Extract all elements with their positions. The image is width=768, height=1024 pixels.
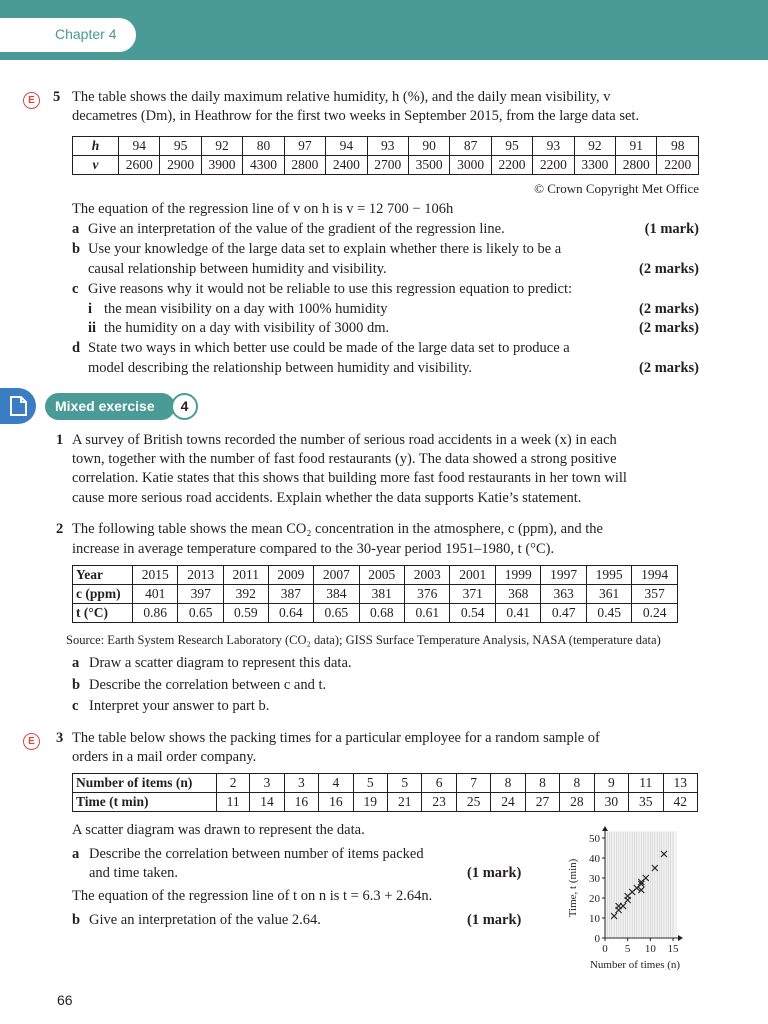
table-cell: 35 — [629, 793, 663, 812]
table-cell: 19 — [353, 793, 387, 812]
x-axis-label: Number of times (n) — [589, 959, 681, 971]
table-cell: 11 — [629, 774, 663, 793]
mark-allocation: (1 mark) — [467, 865, 522, 881]
question-number: 2 — [56, 521, 64, 537]
humidity-visibility-table — [72, 136, 699, 175]
table-cell: 28 — [560, 793, 594, 812]
table-cell: 381 — [359, 585, 404, 604]
y-tick-label: 50 — [589, 833, 600, 845]
table-cell: 97 — [284, 137, 325, 156]
y-tick-label: 10 — [589, 913, 600, 925]
table-cell: 2015 — [133, 566, 178, 585]
part-label: c — [72, 698, 79, 714]
table-cell: 93 — [367, 137, 408, 156]
x-axis-arrow — [678, 935, 683, 941]
table-cell: 95 — [160, 137, 201, 156]
table-cell: 3000 — [450, 156, 491, 175]
table-cell: 8 — [491, 774, 525, 793]
table-cell: 2005 — [359, 566, 404, 585]
table-cell: 4300 — [243, 156, 284, 175]
question-number: 5 — [53, 89, 61, 105]
part-label: a — [72, 846, 80, 862]
table-cell: 93 — [533, 137, 574, 156]
y-tick-label: 20 — [589, 893, 600, 905]
table-cell: 0.65 — [178, 604, 223, 623]
x-tick-label: 15 — [667, 943, 679, 955]
table-cell: 6 — [422, 774, 456, 793]
table-cell: 9 — [594, 774, 628, 793]
table-cell: 2800 — [616, 156, 657, 175]
table-cell: 2 — [217, 774, 250, 793]
part-text: Give reasons why it would not be reliable to use this regression equation to predict: — [88, 281, 573, 297]
table-cell: 368 — [495, 585, 540, 604]
mark-allocation: (2 marks) — [638, 301, 699, 317]
copyright-note: © Crown Copyright Met Office — [534, 181, 699, 196]
table-cell: 3500 — [408, 156, 449, 175]
part-text: Interpret your answer to part b. — [89, 698, 270, 714]
table-cell: 16 — [284, 793, 318, 812]
source-note: Source: Earth System Research Laboratory (CO₂ data); GISS Surface Temperature Analysis, NASA (temperature data) — [66, 633, 661, 647]
part-label: b — [72, 677, 81, 693]
table-cell: 27 — [525, 793, 559, 812]
chapter-label: Chapter 4 — [55, 26, 117, 42]
part-text: Draw a scatter diagram to represent this data. — [89, 655, 352, 671]
y-axis-arrow — [602, 826, 608, 831]
table-cell: 8 — [560, 774, 594, 793]
table-cell: 13 — [663, 774, 698, 793]
subpart-text: the mean visibility on a day with 100% humidity — [104, 301, 388, 317]
row-header: h — [73, 137, 119, 156]
table-cell: 401 — [133, 585, 178, 604]
row-header: c (ppm) — [73, 585, 133, 604]
exam-badge: E — [23, 733, 40, 750]
co2-temperature-table — [72, 565, 678, 623]
table-cell: 0.64 — [268, 604, 313, 623]
table-cell: 376 — [405, 585, 450, 604]
table-cell: 3 — [250, 774, 284, 793]
mark-allocation: (2 marks) — [638, 360, 699, 376]
table-cell: 98 — [657, 137, 699, 156]
table-cell: 24 — [491, 793, 525, 812]
table-cell: 2200 — [657, 156, 699, 175]
table-cell: 3 — [284, 774, 318, 793]
table-cell: 94 — [119, 137, 160, 156]
table-cell: 2900 — [160, 156, 201, 175]
table-cell: 392 — [223, 585, 268, 604]
part-label: b — [72, 912, 81, 928]
table-cell: 0.24 — [632, 604, 678, 623]
y-tick-label: 30 — [589, 873, 600, 885]
part-label: a — [72, 221, 80, 237]
table-cell: 11 — [217, 793, 250, 812]
table-cell: 94 — [326, 137, 367, 156]
x-tick-label: 0 — [602, 943, 608, 955]
table-cell: 397 — [178, 585, 223, 604]
mixed-exercise-banner — [45, 393, 175, 420]
row-header: Year — [73, 566, 133, 585]
question-text: The table shows the daily maximum relative humidity, h (%), and the daily mean visibility, v — [72, 89, 611, 105]
table-cell: 2013 — [178, 566, 223, 585]
part-text: Give an interpretation of the value of the gradient of the regression line. — [88, 221, 505, 237]
table-cell: 1995 — [586, 566, 631, 585]
table-cell: 361 — [586, 585, 631, 604]
question-text: orders in a mail order company. — [72, 749, 257, 765]
scatter-chart — [560, 818, 700, 978]
question-number: 1 — [56, 432, 64, 448]
row-header: Time (t min) — [73, 793, 217, 812]
chapter-tab[interactable] — [0, 18, 136, 52]
table-cell: 2003 — [405, 566, 450, 585]
table-cell: 0.59 — [223, 604, 268, 623]
table-cell: 0.68 — [359, 604, 404, 623]
table-cell: 3300 — [574, 156, 615, 175]
table-cell: 1997 — [541, 566, 586, 585]
row-header: Number of items (n) — [73, 774, 217, 793]
table-cell: 0.45 — [586, 604, 631, 623]
table-cell: 0.54 — [450, 604, 495, 623]
subpart-label: i — [88, 301, 93, 317]
table-cell: 371 — [450, 585, 495, 604]
table-cell: 30 — [594, 793, 628, 812]
subpart-label: ii — [88, 320, 97, 336]
table-cell: 0.86 — [133, 604, 178, 623]
table-cell: 5 — [353, 774, 387, 793]
table-cell: 4 — [319, 774, 353, 793]
question-text: cause more serious road accidents. Explain whether the data supports Katie’s statement. — [72, 490, 582, 506]
mixed-exercise-label: Mixed exercise — [55, 398, 155, 414]
question-number: 3 — [56, 730, 64, 746]
y-axis-label: Time, t (min) — [567, 858, 579, 918]
exercise-number: 4 — [171, 393, 198, 420]
document-icon[interactable] — [0, 388, 36, 424]
table-cell: 42 — [663, 793, 698, 812]
x-tick-label: 10 — [644, 943, 656, 955]
document-glyph — [0, 388, 36, 424]
mark-allocation: (1 mark) — [644, 221, 699, 237]
table-cell: 0.65 — [314, 604, 359, 623]
table-cell: 2011 — [223, 566, 268, 585]
exam-badge: E — [23, 92, 40, 109]
question-text: town, together with the number of fast food restaurants (y). The data showed a strong positive — [72, 451, 617, 467]
table-cell: 2200 — [533, 156, 574, 175]
question-text: A survey of British towns recorded the number of serious road accidents in a week (x) in each — [72, 432, 617, 448]
part-label: d — [72, 340, 81, 356]
table-cell: 23 — [422, 793, 456, 812]
y-tick-label: 0 — [594, 933, 600, 945]
part-text: State two ways in which better use could be made of the large data set to produce a — [88, 340, 570, 356]
table-cell: 357 — [632, 585, 678, 604]
table-cell: 0.41 — [495, 604, 540, 623]
table-cell: 2200 — [491, 156, 532, 175]
part-text: and time taken. — [89, 865, 178, 881]
table-cell: 1994 — [632, 566, 678, 585]
table-cell: 21 — [388, 793, 422, 812]
table-cell: 363 — [541, 585, 586, 604]
table-cell: 16 — [319, 793, 353, 812]
question-text: The following table shows the mean CO₂ concentration in the atmosphere, c (ppm), and the — [72, 521, 603, 537]
page-number: 66 — [57, 992, 73, 1008]
table-cell: 80 — [243, 137, 284, 156]
part-text: Describe the correlation between c and t. — [89, 677, 327, 693]
part-text: causal relationship between humidity and visibility. — [88, 261, 387, 277]
table-cell: 14 — [250, 793, 284, 812]
part-text: Use your knowledge of the large data set to explain whether there is likely to be a — [88, 241, 562, 257]
question-text: decametres (Dm), in Heathrow for the first two weeks in September 2015, from the large data set. — [72, 108, 640, 124]
question-text: correlation. Katie states that this shows that building more fast food restaurants in her town will — [72, 470, 627, 486]
part-text: Give an interpretation of the value 2.64. — [89, 912, 321, 928]
part-label: b — [72, 241, 81, 257]
x-tick-label: 5 — [624, 943, 631, 955]
row-header: v — [73, 156, 119, 175]
table-cell: 2800 — [284, 156, 325, 175]
table-cell: 3900 — [201, 156, 242, 175]
packing-times-table — [72, 773, 698, 812]
y-tick-label: 40 — [589, 853, 600, 865]
regression-equation: The equation of the regression line of t on n is t = 6.3 + 2.64n. — [72, 888, 433, 904]
table-cell: 2400 — [326, 156, 367, 175]
mark-allocation: (2 marks) — [638, 320, 699, 336]
part-text: Describe the correlation between number of items packed — [89, 846, 424, 862]
table-cell: 2007 — [314, 566, 359, 585]
table-cell: 384 — [314, 585, 359, 604]
part-label: a — [72, 655, 80, 671]
table-cell: 7 — [456, 774, 490, 793]
mark-allocation: (1 mark) — [467, 912, 522, 928]
table-cell: 2600 — [119, 156, 160, 175]
question-text: The table below shows the packing times for a particular employee for a random sample of — [72, 730, 600, 746]
row-header: t (°C) — [73, 604, 133, 623]
table-cell: 2001 — [450, 566, 495, 585]
table-cell: 1999 — [495, 566, 540, 585]
question-text: increase in average temperature compared to the 30-year period 1951–1980, t (°C). — [72, 541, 555, 557]
table-cell: 92 — [574, 137, 615, 156]
table-cell: 0.61 — [405, 604, 450, 623]
table-cell: 8 — [525, 774, 559, 793]
mark-allocation: (2 marks) — [638, 261, 699, 277]
part-label: c — [72, 281, 79, 297]
intro-text: A scatter diagram was drawn to represent the data. — [72, 822, 365, 838]
table-cell: 2009 — [268, 566, 313, 585]
part-text: model describing the relationship between humidity and visibility. — [88, 360, 473, 376]
table-cell: 90 — [408, 137, 449, 156]
table-cell: 95 — [491, 137, 532, 156]
table-cell: 92 — [201, 137, 242, 156]
subpart-text: the humidity on a day with visibility of 3000 dm. — [104, 320, 390, 336]
regression-equation: The equation of the regression line of v on h is v = 12 700 − 106h — [72, 201, 454, 217]
table-cell: 5 — [388, 774, 422, 793]
table-cell: 87 — [450, 137, 491, 156]
table-cell: 387 — [268, 585, 313, 604]
table-cell: 2700 — [367, 156, 408, 175]
table-cell: 25 — [456, 793, 490, 812]
table-cell: 91 — [616, 137, 657, 156]
table-cell: 0.47 — [541, 604, 586, 623]
